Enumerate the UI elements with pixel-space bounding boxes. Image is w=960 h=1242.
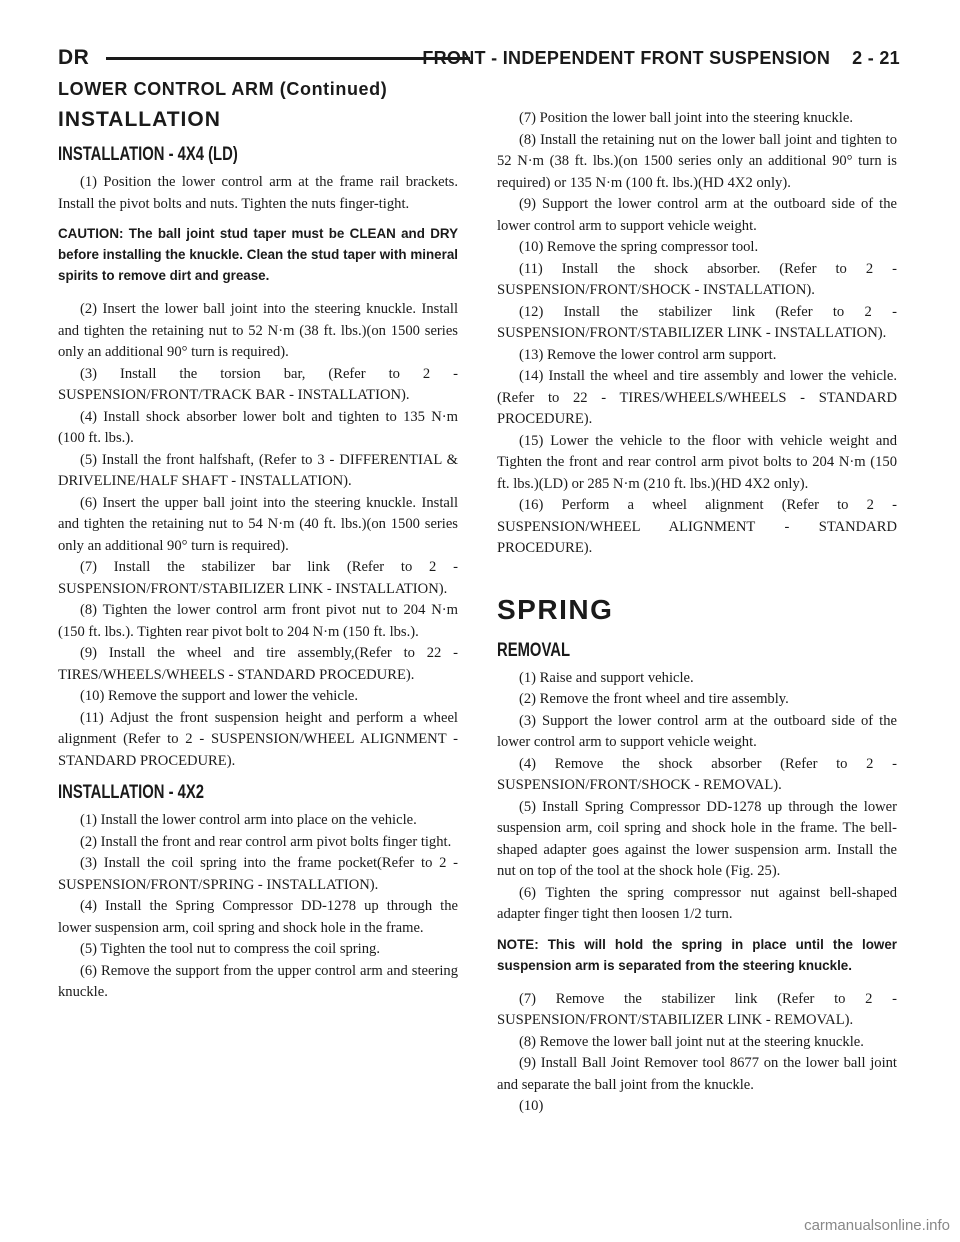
left-column — [58, 108, 458, 1004]
step-paragraph: (4) Install the Spring Compressor DD-1278 up through the lower suspension arm, coil spring and shock hole in the frame. — [58, 898, 458, 936]
step-paragraph: (7) Remove the stabilizer link (Refer to 2 - SUSPENSION/FRONT/STABILIZER LINK - REMOVAL). — [497, 990, 897, 1028]
step-paragraph: (1) Install the lower control arm into place on the vehicle. — [80, 812, 417, 828]
step-paragraph: (10) — [519, 1098, 544, 1114]
installation-4x2-heading: INSTALLATION - 4X2 — [58, 782, 205, 803]
step-paragraph: (3) Install the torsion bar, (Refer to 2 - SUSPENSION/FRONT/TRACK BAR - INSTALLATION). — [58, 365, 458, 403]
header-title-block — [422, 48, 900, 69]
spring-heading: SPRING — [497, 593, 614, 625]
page-header — [58, 46, 900, 72]
step-paragraph: (11) Adjust the front suspension height and perform a wheel alignment (Refer to 2 - SUSPENSION/WHEEL ALIGNMENT - STANDARD PROCEDURE). — [58, 709, 458, 769]
step-paragraph: (10) Remove the spring compressor tool. — [519, 239, 759, 255]
step-paragraph: (6) Tighten the spring compressor nut against bell-shaped adapter finger tight then loosen 1/2 turn. — [497, 884, 897, 922]
step-paragraph: (3) Install the coil spring into the frame pocket(Refer to 2 - SUSPENSION/FRONT/SPRING - INSTALLATION). — [58, 855, 458, 893]
header-title: FRONT - INDEPENDENT FRONT SUSPENSION — [422, 48, 831, 68]
right-column — [497, 108, 897, 1118]
step-paragraph: (6) Insert the upper ball joint into the steering knuckle. Install and tighten the retaining nut to 54 N·m (40 ft. lbs.)(on 1500 series only an additional 90° turn is required). — [58, 494, 458, 554]
step-paragraph: (5) Install Spring Compressor DD-1278 up through the lower suspension arm, coil spring and shock hole in the frame. The bell-shaped adapter goes against the lower suspension arm. Install the nut on top of the tool at the shock hole (Fig. 25). — [497, 798, 897, 879]
step-paragraph: (2) Remove the front wheel and tire assembly. — [519, 691, 789, 707]
step-paragraph: (15) Lower the vehicle to the floor with vehicle weight and Tighten the front and rear control arm pivot bolts to 204 N·m (150 ft. lbs.)(LD) or 285 N·m (210 ft. lbs.)(HD 4X2 only). — [497, 432, 897, 492]
header-model: DR — [58, 46, 90, 69]
step-paragraph: (12) Install the stabilizer link (Refer to 2 - SUSPENSION/FRONT/STABILIZER LINK - INSTALLATION). — [497, 303, 897, 341]
step-paragraph: (3) Support the lower control arm at the outboard side of the lower control arm to support vehicle weight. — [497, 712, 897, 750]
step-paragraph: (16) Perform a wheel alignment (Refer to 2 - SUSPENSION/WHEEL ALIGNMENT - STANDARD PROCEDURE). — [497, 497, 897, 556]
step-paragraph: (7) Position the lower ball joint into the steering knuckle. — [519, 110, 853, 126]
step-paragraph: (6) Remove the support from the upper control arm and steering knuckle. — [58, 962, 458, 1000]
step-paragraph: (1) Raise and support vehicle. — [519, 669, 694, 686]
step-paragraph: (10) Remove the support and lower the vehicle. — [80, 688, 359, 704]
removal-heading: REMOVAL — [497, 639, 571, 661]
step-paragraph: (2) Insert the lower ball joint into the steering knuckle. Install and tighten the retaining nut to 52 N·m (38 ft. lbs.)(on 1500 series only an additional 90° turn is required). — [58, 301, 458, 360]
step-paragraph: (4) Remove the shock absorber (Refer to 2 - SUSPENSION/FRONT/SHOCK - REMOVAL). — [497, 755, 897, 793]
step-paragraph: (7) Install the stabilizer bar link (Refer to 2 - SUSPENSION/FRONT/STABILIZER LINK - INSTALLATION). — [58, 559, 458, 597]
installation-heading: INSTALLATION — [58, 108, 221, 131]
step-paragraph: (9) Install Ball Joint Remover tool 8677 on the lower ball joint and separate the ball joint from the knuckle. — [497, 1055, 897, 1093]
header-rule — [106, 57, 470, 60]
step-paragraph: (1) Position the lower control arm at the frame rail brackets. Install the pivot bolts and nuts. Tighten the nuts finger-tight. — [58, 174, 458, 212]
note-text: NOTE: This will hold the spring in place until the lower suspension arm is separated from the steering knuckle. — [497, 936, 897, 973]
spacer — [497, 560, 897, 594]
watermark: carmanualsonline.info — [804, 1217, 950, 1234]
step-paragraph: (9) Support the lower control arm at the outboard side of the lower control arm to support vehicle weight. — [497, 196, 897, 234]
step-paragraph: (14) Install the wheel and tire assembly and lower the vehicle. (Refer to 22 - TIRES/WHEELS/WHEELS - STANDARD PROCEDURE). — [497, 368, 897, 427]
step-paragraph: (4) Install shock absorber lower bolt and tighten to 135 N·m (100 ft. lbs.). — [58, 408, 458, 446]
step-paragraph: (8) Remove the lower ball joint nut at the steering knuckle. — [519, 1033, 864, 1050]
step-paragraph: (8) Install the retaining nut on the lower ball joint and tighten to 52 N·m (38 ft. lbs.)(on 1500 series only an additional 90° turn is required) or 135 N·m (100 ft. lbs.)(HD 4X2 only). — [497, 131, 897, 191]
page-number: 2 - 21 — [852, 48, 900, 68]
step-paragraph: (2) Install the front and rear control arm pivot bolts finger tight. — [80, 833, 452, 850]
step-paragraph: (11) Install the shock absorber. (Refer to 2 - SUSPENSION/FRONT/SHOCK - INSTALLATION). — [497, 260, 897, 298]
continued-heading: LOWER CONTROL ARM (Continued) — [58, 79, 388, 99]
step-paragraph: (5) Install the front halfshaft, (Refer to 3 - DIFFERENTIAL & DRIVELINE/HALF SHAFT - INSTALLATION). — [58, 451, 458, 489]
step-paragraph: (9) Install the wheel and tire assembly,(Refer to 22 - TIRES/WHEELS/WHEELS - STANDARD PROCEDURE). — [58, 645, 458, 683]
step-paragraph: (8) Tighten the lower control arm front pivot nut to 204 N·m (150 ft. lbs.). Tighten rear pivot bolt to 204 N·m (150 ft. lbs.). — [58, 602, 458, 640]
step-paragraph: (5) Tighten the tool nut to compress the coil spring. — [80, 941, 380, 957]
spacer — [58, 772, 458, 782]
installation-4x4-heading: INSTALLATION - 4X4 (LD) — [58, 144, 238, 165]
step-paragraph: (13) Remove the lower control arm support. — [519, 346, 777, 363]
caution-note: CAUTION: The ball joint stud taper must be CLEAN and DRY before installing the knuckle. Clean the stud taper with mineral spirits to remove dirt and grease. — [58, 226, 458, 283]
